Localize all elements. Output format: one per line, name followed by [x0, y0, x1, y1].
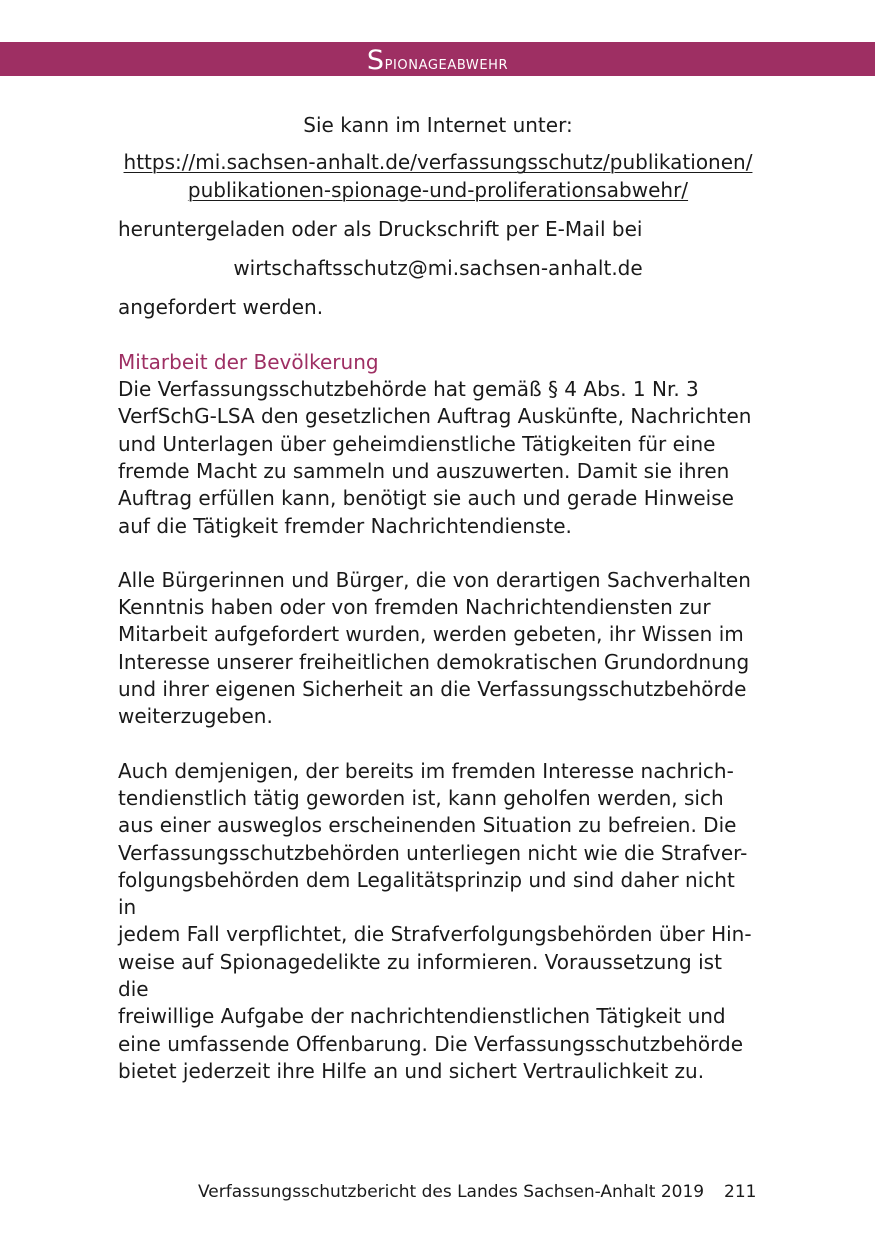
request-text: angefordert werden.	[118, 295, 324, 320]
paragraph-line: VerfSchG-LSA den gesetzlichen Auftrag Auskünfte, Nachrichten	[118, 404, 752, 429]
paragraph-line: Verfassungsschutzbehörden unterliegen nicht wie die Strafver-	[118, 840, 748, 865]
page-number: 211	[724, 1182, 757, 1202]
page-content	[118, 112, 758, 1085]
paragraph-line: Interesse unserer freiheitlichen demokratischen Grundordnung	[118, 649, 750, 674]
contact-email[interactable]: wirtschaftsschutz@mi.sachsen-anhalt.de	[233, 256, 643, 281]
paragraph-3	[118, 758, 758, 1086]
paragraph-line: weise auf Spionagedelikte zu informieren. Voraussetzung ist die	[118, 949, 722, 1002]
paragraph-line: Auch demjenigen, der bereits im fremden Interesse nachrich-	[118, 758, 734, 783]
paragraph-line: eine umfassende Offenbarung. Die Verfassungsschutzbehörde	[118, 1031, 744, 1056]
section-heading: Mitarbeit der Bevölkerung	[118, 349, 379, 374]
paragraph-line: bietet jederzeit ihre Hilfe an und sichert Vertraulichkeit zu.	[118, 1058, 705, 1083]
paragraph-1	[118, 376, 758, 540]
publication-link-line-2[interactable]: publikationen-spionage-und-proliferationsabwehr/	[187, 177, 689, 202]
paragraph-line: Alle Bürgerinnen und Bürger, die von derartigen Sachverhalten	[118, 567, 751, 592]
paragraph-line: jedem Fall verpflichtet, die Strafverfolgungsbehörden über Hin-	[118, 922, 752, 947]
paragraph-line: auf die Tätigkeit fremder Nachrichtendienste.	[118, 513, 572, 538]
paragraph-2	[118, 567, 758, 731]
paragraph-line: aus einer ausweglos erscheinenden Situation zu befreien. Die	[118, 813, 737, 838]
paragraph-line: Mitarbeit aufgefordert wurden, werden gebeten, ihr Wissen im	[118, 622, 744, 647]
paragraph-line: freiwillige Aufgabe der nachrichtendienstlichen Tätigkeit und	[118, 1004, 726, 1029]
paragraph-line: und Unterlagen über geheimdienstliche Tätigkeiten für eine	[118, 431, 716, 456]
footer-title: Verfassungsschutzbericht des Landes Sachsen-Anhalt 2019	[198, 1182, 705, 1202]
paragraph-line: tendienstlich tätig geworden ist, kann geholfen werden, sich	[118, 785, 724, 810]
paragraph-line: Auftrag erfüllen kann, benötigt sie auch und gerade Hinweise	[118, 486, 734, 511]
download-text: heruntergeladen oder als Druckschrift per E-Mail bei	[118, 216, 643, 241]
paragraph-line: Kenntnis haben oder von fremden Nachrichtendiensten zur	[118, 595, 711, 620]
paragraph-line: und ihrer eigenen Sicherheit an die Verfassungsschutzbehörde	[118, 677, 747, 702]
intro-text: Sie kann im Internet unter:	[303, 113, 573, 137]
paragraph-line: folgungsbehörden dem Legalitätsprinzip und sind daher nicht in	[118, 867, 735, 920]
paragraph-line: weiterzugeben.	[118, 704, 273, 729]
publication-link-line-1[interactable]: https://mi.sachsen-anhalt.de/verfassungsschutz/publikationen/	[123, 150, 753, 175]
paragraph-line: Die Verfassungsschutzbehörde hat gemäß § 4 Abs. 1 Nr. 3	[118, 377, 699, 402]
paragraph-line: fremde Macht zu sammeln und auszuwerten. Damit sie ihren	[118, 458, 730, 483]
section-header-bar	[0, 42, 875, 76]
section-title: Spionageabwehr	[366, 45, 509, 76]
